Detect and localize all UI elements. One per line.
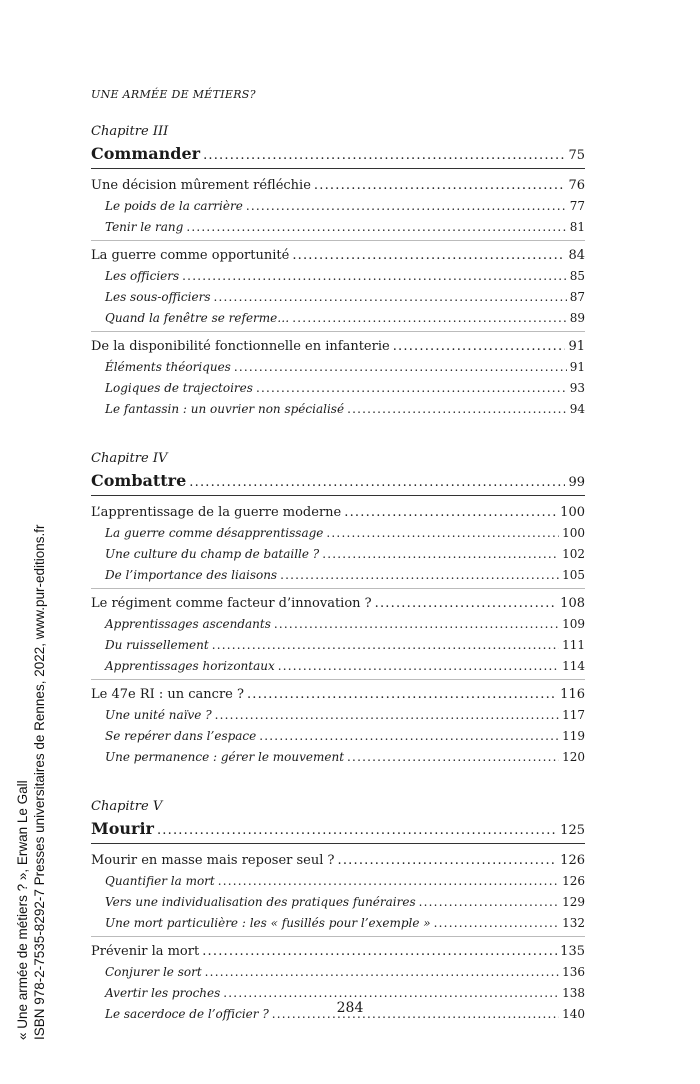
dot-leader xyxy=(280,565,559,586)
subsection-entry-title: Quantifier la mort xyxy=(105,874,215,888)
dot-leader xyxy=(292,308,566,329)
section-entry-page: 91 xyxy=(568,339,585,354)
dot-leader xyxy=(274,614,559,635)
section-entry-page: 100 xyxy=(560,505,585,520)
chapter-label: Chapitre III xyxy=(91,124,169,139)
subsection-entry xyxy=(91,635,585,656)
subsection-entry-title: Logiques de trajectoires xyxy=(105,381,253,395)
side-note-line-2: ISBN 978-2-7535-8292-7 Presses universitaires de Rennes, 2022, www.pur-editions.fr xyxy=(32,524,47,1040)
subsection-entry-page: 109 xyxy=(562,617,585,631)
section-entry-page: 135 xyxy=(560,944,585,959)
chapter-title-title: Commander xyxy=(91,144,201,163)
subsection-entry-page: 89 xyxy=(569,311,585,325)
subsection-entry-title: Conjurer le sort xyxy=(105,965,202,979)
chapter-label: Chapitre IV xyxy=(91,451,168,466)
subsection-entry-page: 100 xyxy=(562,526,585,540)
subsection-entry-page: 132 xyxy=(562,916,585,930)
subsection-entry xyxy=(91,544,585,565)
subsection-entry-page: 119 xyxy=(562,729,585,743)
section-rule xyxy=(91,331,585,332)
section-rule xyxy=(91,679,585,680)
section-entry-title: Mourir en masse mais reposer seul ? xyxy=(91,853,335,868)
section-entry xyxy=(91,593,585,614)
subsection-entry-title: Les officiers xyxy=(105,269,180,283)
dot-leader xyxy=(322,544,559,565)
subsection-entry-title: Le fantassin : un ouvrier non spécialisé xyxy=(105,402,345,416)
subsection-entry-title: Une mort particulière : les « fusillés pour l’exemple » xyxy=(105,916,431,930)
section-rule xyxy=(91,588,585,589)
dot-leader xyxy=(337,850,557,871)
section-entry-page: 84 xyxy=(568,248,585,263)
subsection-entry-title: Quand la fenêtre se referme… xyxy=(105,311,290,325)
section-entry-title: La guerre comme opportunité xyxy=(91,248,290,263)
chapter-block xyxy=(91,450,585,768)
page-number: 284 xyxy=(336,1000,364,1016)
running-head: UNE ARMÉE DE MÉTIERS? xyxy=(91,88,256,101)
subsection-entry-title: Le sacerdoce de l’officier ? xyxy=(105,1007,269,1021)
subsection-entry-page: 81 xyxy=(569,220,585,234)
dot-leader xyxy=(259,726,559,747)
table-of-contents xyxy=(91,120,585,1055)
subsection-entry-page: 105 xyxy=(562,568,585,582)
subsection-entry xyxy=(91,378,585,399)
section-entry xyxy=(91,245,585,266)
subsection-entry-page: 138 xyxy=(562,986,585,1000)
dot-leader xyxy=(344,502,557,523)
subsection-entry-title: Du ruissellement xyxy=(105,638,209,652)
subsection-entry-title: Vers une individualisation des pratiques funéraires xyxy=(105,895,416,909)
dot-leader xyxy=(189,469,565,496)
section-entry-page: 116 xyxy=(560,687,585,702)
subsection-entry xyxy=(91,656,585,677)
subsection-entry-page: 94 xyxy=(569,402,585,416)
subsection-entry xyxy=(91,287,585,308)
dot-leader xyxy=(292,245,565,266)
subsection-entry xyxy=(91,726,585,747)
chapter-title-title: Combattre xyxy=(91,471,187,490)
subsection-entry-title: Se repérer dans l’espace xyxy=(105,729,257,743)
dot-leader xyxy=(218,871,559,892)
section-entry-title: Le 47e RI : un cancre ? xyxy=(91,687,244,702)
chapter-title xyxy=(91,140,585,167)
subsection-entry xyxy=(91,523,585,544)
section-entry xyxy=(91,336,585,357)
side-note-line-1: « Une armée de métiers ? », Erwan Le Gall xyxy=(15,780,30,1040)
chapter-title-page: 125 xyxy=(560,823,585,838)
subsection-entry xyxy=(91,705,585,726)
dot-leader xyxy=(186,217,566,238)
subsection-entry xyxy=(91,614,585,635)
subsection-entry-page: 87 xyxy=(569,290,585,304)
subsection-entry-page: 117 xyxy=(562,708,585,722)
dot-leader xyxy=(278,656,559,677)
section-entry-title: Prévenir la mort xyxy=(91,944,200,959)
section-entry xyxy=(91,941,585,962)
section-rule xyxy=(91,240,585,241)
subsection-entry-title: Une permanence : gérer le mouvement xyxy=(105,750,345,764)
section-entry xyxy=(91,850,585,871)
subsection-entry-page: 126 xyxy=(562,874,585,888)
subsection-entry-page: 93 xyxy=(569,381,585,395)
dot-leader xyxy=(234,357,567,378)
chapter-title-title: Mourir xyxy=(91,819,154,838)
dot-leader xyxy=(393,336,566,357)
subsection-entry-page: 111 xyxy=(562,638,585,652)
subsection-entry xyxy=(91,217,585,238)
dot-leader xyxy=(256,378,567,399)
chapter-block xyxy=(91,123,585,420)
chapter-title xyxy=(91,815,585,842)
subsection-entry-title: Les sous-officiers xyxy=(105,290,211,304)
subsection-entry xyxy=(91,747,585,768)
dot-leader xyxy=(375,593,558,614)
dot-leader xyxy=(203,142,565,169)
subsection-entry-title: Une unité naïve ? xyxy=(105,708,212,722)
subsection-entry-title: Apprentissages horizontaux xyxy=(105,659,275,673)
dot-leader xyxy=(157,817,557,844)
subsection-entry xyxy=(91,266,585,287)
subsection-entry xyxy=(91,565,585,586)
section-entry-title: Le régiment comme facteur d’innovation ? xyxy=(91,596,372,611)
section-entry-title: L’apprentissage de la guerre moderne xyxy=(91,505,342,520)
subsection-entry-title: Éléments théoriques xyxy=(105,360,231,374)
subsection-entry-title: Tenir le rang xyxy=(105,220,184,234)
subsection-entry-page: 120 xyxy=(562,750,585,764)
subsection-entry xyxy=(91,357,585,378)
dot-leader xyxy=(214,287,567,308)
chapter-title-page: 99 xyxy=(568,475,585,490)
subsection-entry xyxy=(91,399,585,420)
dot-leader xyxy=(212,635,559,656)
subsection-entry-page: 102 xyxy=(562,547,585,561)
subsection-entry xyxy=(91,871,585,892)
chapter-label: Chapitre V xyxy=(91,799,163,814)
dot-leader xyxy=(434,913,559,934)
section-entry-page: 126 xyxy=(560,853,585,868)
subsection-entry xyxy=(91,308,585,329)
subsection-entry-title: Le poids de la carrière xyxy=(105,199,243,213)
subsection-entry-title: Une culture du champ de bataille ? xyxy=(105,547,320,561)
dot-leader xyxy=(205,962,559,983)
subsection-entry-page: 77 xyxy=(569,199,585,213)
section-rule xyxy=(91,936,585,937)
dot-leader xyxy=(419,892,559,913)
subsection-entry xyxy=(91,892,585,913)
subsection-entry-title: La guerre comme désapprentissage xyxy=(105,526,324,540)
dot-leader xyxy=(326,523,559,544)
subsection-entry xyxy=(91,196,585,217)
section-entry-page: 108 xyxy=(560,596,585,611)
section-entry xyxy=(91,502,585,523)
section-entry xyxy=(91,175,585,196)
dot-leader xyxy=(182,266,567,287)
subsection-entry-page: 129 xyxy=(562,895,585,909)
subsection-entry-page: 114 xyxy=(562,659,585,673)
dot-leader xyxy=(247,684,557,705)
subsection-entry-title: Avertir les proches xyxy=(105,986,221,1000)
dot-leader xyxy=(215,705,559,726)
side-copyright-note xyxy=(14,480,48,1040)
subsection-entry-title: Apprentissages ascendants xyxy=(105,617,271,631)
section-entry-page: 76 xyxy=(568,178,585,193)
subsection-entry-page: 140 xyxy=(562,1007,585,1021)
dot-leader xyxy=(347,747,559,768)
dot-leader xyxy=(314,175,566,196)
chapter-title xyxy=(91,467,585,494)
section-entry xyxy=(91,684,585,705)
dot-leader xyxy=(202,941,557,962)
chapter-block xyxy=(91,798,585,1025)
subsection-entry-page: 91 xyxy=(569,360,585,374)
section-entry-title: De la disponibilité fonctionnelle en infanterie xyxy=(91,339,390,354)
dot-leader xyxy=(347,399,567,420)
subsection-entry-page: 136 xyxy=(562,965,585,979)
section-entry-title: Une décision mûrement réfléchie xyxy=(91,178,311,193)
subsection-entry xyxy=(91,962,585,983)
chapter-title-page: 75 xyxy=(568,148,585,163)
subsection-entry-page: 85 xyxy=(569,269,585,283)
dot-leader xyxy=(246,196,567,217)
subsection-entry-title: De l’importance des liaisons xyxy=(105,568,278,582)
subsection-entry xyxy=(91,913,585,934)
